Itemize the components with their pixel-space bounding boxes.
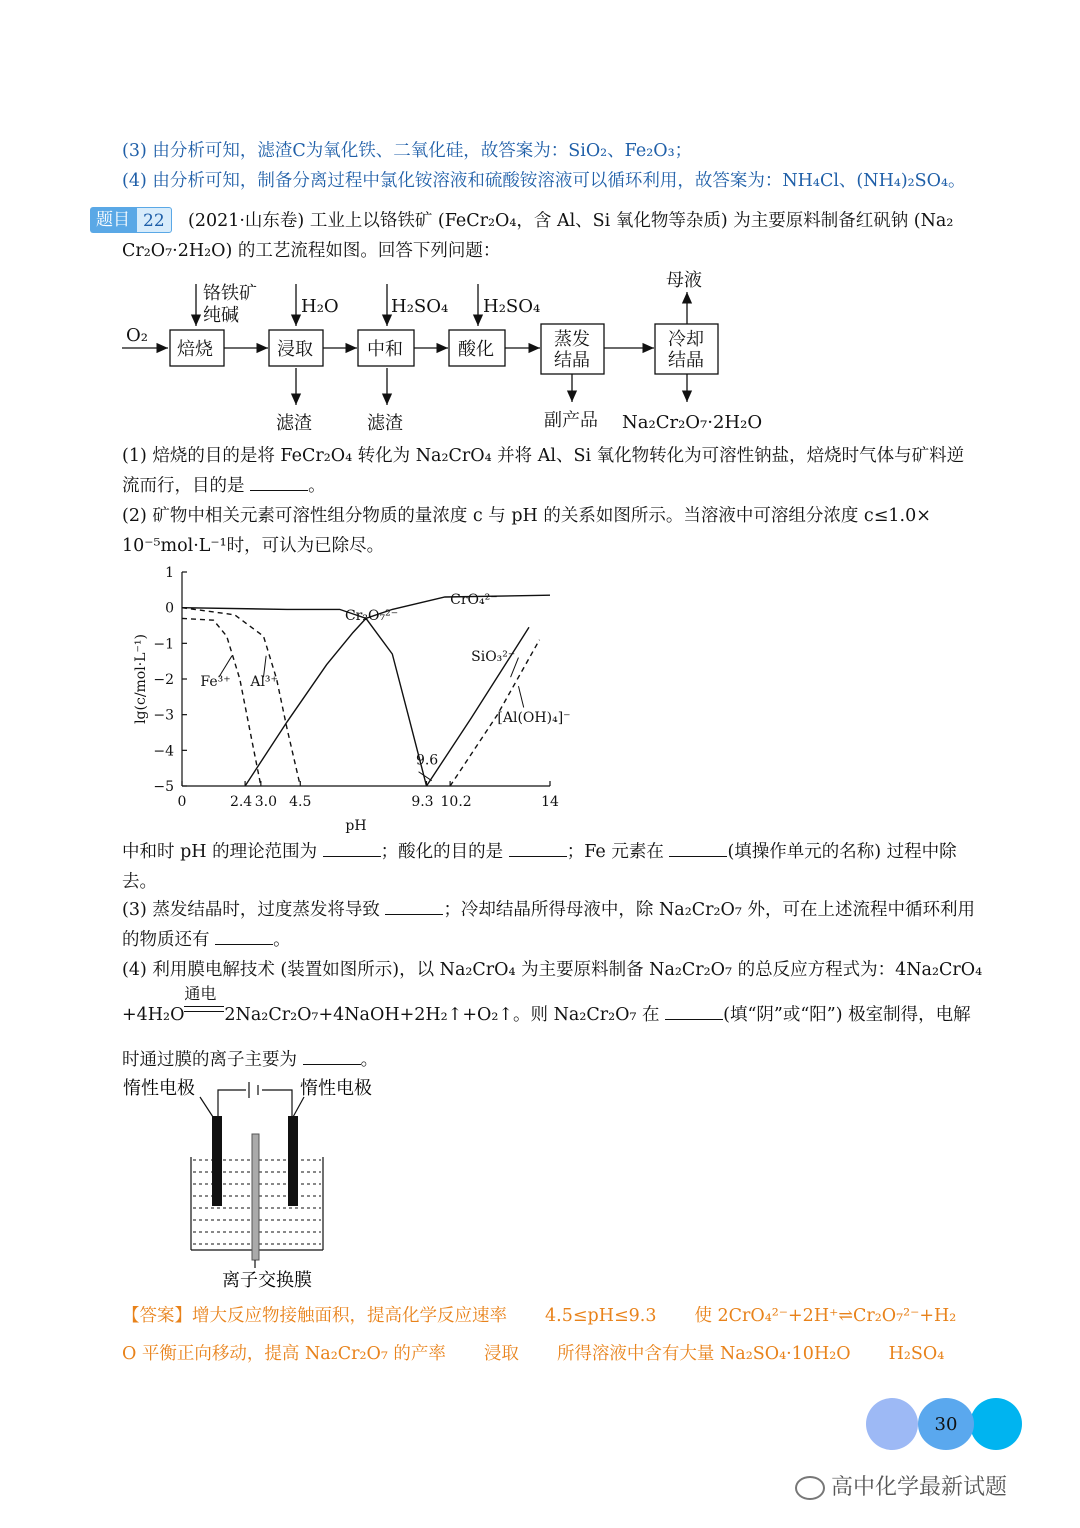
q1-text: 流而行，目的是 <box>122 476 245 496</box>
question-intro-1: (2021·山东卷) 工业上以铬铁矿 (FeCr₂O₄，含 Al、Si 氧化物等杂质) 为主要原料制备红矾钠 (Na₂ <box>188 211 954 231</box>
answer-6: 所得溶液中含有大量 Na₂SO₄·10H₂O <box>556 1344 851 1364</box>
y-tick-label: 0 <box>165 600 174 617</box>
q2-c2: ；酸化的目的是 <box>380 842 504 862</box>
question-tag-label: 题目 <box>90 207 136 233</box>
left-electrode <box>212 1116 222 1206</box>
q2-line-a: (2) 矿物中相关元素可溶性组分物质的量浓度 c 与 pH 的关系如图所示。当溶液中可溶组分浓度 c≤1.0× <box>122 506 931 526</box>
q4-line-a: (4) 利用膜电解技术 (装置如图所示)，以 Na₂CrO₄ 为主要原料制备 Na₂Cr₂O₇ 的总反应方程式为：4Na₂CrO₄ <box>122 960 983 980</box>
q2-c4: (填操作单元的名称) 过程中除 <box>727 842 957 862</box>
answer-7: H₂SO₄ <box>888 1344 945 1364</box>
q4-b1: +4H₂O <box>122 1005 185 1025</box>
flow-cool-2: 结晶 <box>668 350 704 371</box>
label-cro4: CrO₄²⁻ <box>450 592 498 609</box>
x-tick-label: 0 <box>177 794 187 810</box>
label-aloh4: [Al(OH)₄]⁻ <box>497 709 571 726</box>
label-cr2o7: Cr₂O₇²⁻ <box>344 608 399 625</box>
q1-line-b <box>122 474 326 498</box>
q4-line-c <box>122 1048 378 1072</box>
ion-exchange-membrane <box>252 1134 259 1260</box>
answer-tag: 【答案】 <box>122 1306 192 1326</box>
concentration-ph-chart <box>125 560 575 835</box>
flow-neutralize: 中和 <box>367 339 403 360</box>
page-circle-right <box>970 1398 1022 1450</box>
answer-3: 使 2CrO₄²⁻+2H⁺⇌Cr₂O₇²⁻+H₂ <box>694 1306 957 1326</box>
y-tick-label: 1 <box>165 565 174 581</box>
page-number: 30 <box>934 1413 958 1435</box>
q4-b2: 2Na₂Cr₂O₇+4NaOH+2H₂↑+O₂↑。则 Na₂Cr₂O₇ 在 <box>224 1005 660 1025</box>
q4-c2: 。 <box>360 1050 379 1070</box>
question-tag-number: 22 <box>136 207 172 233</box>
label-al3: Al³⁺ <box>250 674 278 691</box>
question-tag <box>90 207 172 233</box>
answer-4: O 平衡正向移动，提高 Na₂Cr₂O₇ 的产率 <box>122 1344 446 1364</box>
left-label-pointer <box>200 1097 213 1117</box>
q4-reaction-arrow <box>184 984 224 1020</box>
q3-b1: 的物质还有 <box>122 930 210 950</box>
q3-line-a <box>122 898 975 922</box>
wechat-icon <box>795 1476 825 1500</box>
answer-line-2 <box>122 1342 944 1366</box>
flow-leach: 浸取 <box>277 339 313 360</box>
flow-byproduct: 副产品 <box>544 410 598 431</box>
y-tick-label: −5 <box>153 779 174 795</box>
q2-c3: ；Fe 元素在 <box>566 842 664 862</box>
answer-line-1 <box>122 1304 956 1328</box>
q2-blank-2[interactable] <box>509 840 567 857</box>
series-al3 <box>182 608 300 786</box>
flow-o2: O₂ <box>126 325 148 346</box>
answer-1: 增大反应物接触面积，提高化学反应速率 <box>192 1306 507 1326</box>
page-number-badge <box>918 1398 974 1450</box>
flow-feed-2: 纯碱 <box>203 305 239 326</box>
left-electrode-label: 惰性电极 <box>123 1078 195 1099</box>
right-electrode <box>288 1116 298 1206</box>
flow-residue-a: 滤渣 <box>276 413 312 434</box>
label-fe3: Fe³⁺ <box>200 674 231 691</box>
q1-blank[interactable] <box>250 474 308 491</box>
flow-evap-1: 蒸发 <box>554 329 590 350</box>
right-electrode-label: 惰性电极 <box>300 1078 372 1099</box>
flow-cool-1: 冷却 <box>668 329 704 350</box>
q4-c1: 时通过膜的离子主要为 <box>122 1050 297 1070</box>
q2-c1: 中和时 pH 的理论范围为 <box>122 842 318 862</box>
flow-product: Na₂Cr₂O₇·2H₂O <box>622 412 763 433</box>
y-tick-label: −1 <box>153 636 174 653</box>
y-tick-label: −4 <box>153 743 174 760</box>
x-tick-label: 4.5 <box>289 794 312 810</box>
x-axis-label: pH <box>345 818 367 834</box>
right-label-pointer <box>293 1097 304 1117</box>
flow-h2so4-b: H₂SO₄ <box>483 296 541 317</box>
q4-line-b <box>122 984 971 1027</box>
flow-h2o: H₂O <box>301 296 339 317</box>
flow-acidify: 酸化 <box>458 339 494 360</box>
q1-line-a: (1) 焙烧的目的是将 FeCr₂O₄ 转化为 Na₂CrO₄ 并将 Al、Si 氧化物转化为可溶性钠盐，焙烧时气体与矿料逆 <box>122 446 965 466</box>
q4-blank-1[interactable] <box>665 1003 723 1020</box>
watermark <box>795 1470 1007 1501</box>
flow-mother-liquor: 母液 <box>666 270 702 291</box>
q2-blank-3[interactable] <box>669 840 727 857</box>
q3-a1: (3) 蒸发结晶时，过度蒸发将导致 <box>122 900 380 920</box>
label-sio3: SiO₃²⁻ <box>471 649 516 666</box>
membrane-label: 离子交换膜 <box>222 1270 312 1291</box>
q4-b3: (填“阴”或“阳”) 极室制得，电解 <box>723 1005 971 1025</box>
q3-blank-2[interactable] <box>215 928 273 945</box>
q2-line-d: 去。 <box>122 872 157 892</box>
x-tick-label: 10.2 <box>440 794 472 810</box>
x-tick-label: 14 <box>541 794 559 810</box>
watermark-text: 高中化学最新试题 <box>831 1475 1008 1500</box>
x-tick-label: 3.0 <box>254 794 277 810</box>
label-pointer <box>518 686 523 707</box>
x-tick-label: 2.4 <box>229 794 253 810</box>
q3-line-b <box>122 928 291 952</box>
answer-5: 浸取 <box>483 1344 519 1364</box>
y-tick-label: −2 <box>153 672 174 688</box>
q4-condition: 通电 <box>184 984 217 1003</box>
flow-feed-1: 铬铁矿 <box>203 283 257 304</box>
page-circle-left <box>866 1398 918 1450</box>
q4-blank-2[interactable] <box>303 1048 361 1065</box>
q2-blank-1[interactable] <box>323 840 381 857</box>
q1-end: 。 <box>308 476 326 496</box>
q2-line-b: 10⁻⁵mol·L⁻¹时，可认为已除尽。 <box>122 536 385 556</box>
electrolysis-apparatus <box>118 1072 398 1294</box>
series-fe3 <box>182 618 261 786</box>
q3-b2: 。 <box>273 930 291 950</box>
q4-equals <box>184 1006 224 1012</box>
flow-h2so4-a: H₂SO₄ <box>391 296 449 317</box>
flow-roast: 焙烧 <box>177 339 213 360</box>
prev-answer-4: (4) 由分析可知，制备分离过程中氯化铵溶液和硫酸铵溶液可以循环利用，故答案为：NH₄Cl、(NH₄)₂SO₄。 <box>122 171 966 191</box>
prev-answer-3: (3) 由分析可知，滤渣C为氧化铁、二氧化硅，故答案为：SiO₂、Fe₂O₃； <box>122 141 693 161</box>
annotation-9-6: 9.6 <box>415 752 439 769</box>
q3-blank-1[interactable] <box>385 898 443 915</box>
question-intro-2: Cr₂O₇·2H₂O) 的工艺流程如图。回答下列问题： <box>122 241 501 261</box>
q2-line-c <box>122 840 957 864</box>
x-tick-label: 9.3 <box>411 794 434 810</box>
y-axis-label: lg(c/mol·L⁻¹) <box>133 634 149 724</box>
left-wire <box>218 1090 246 1117</box>
answer-2: 4.5≤pH≤9.3 <box>545 1306 657 1326</box>
process-flow-diagram <box>110 262 790 440</box>
y-tick-label: −3 <box>153 707 174 724</box>
q3-a2: ；冷却结晶所得母液中，除 Na₂Cr₂O₇ 外，可在上述流程中循环利用 <box>443 900 975 920</box>
flow-evap-2: 结晶 <box>554 350 590 371</box>
flow-residue-b: 滤渣 <box>367 413 403 434</box>
right-wire <box>262 1090 292 1117</box>
